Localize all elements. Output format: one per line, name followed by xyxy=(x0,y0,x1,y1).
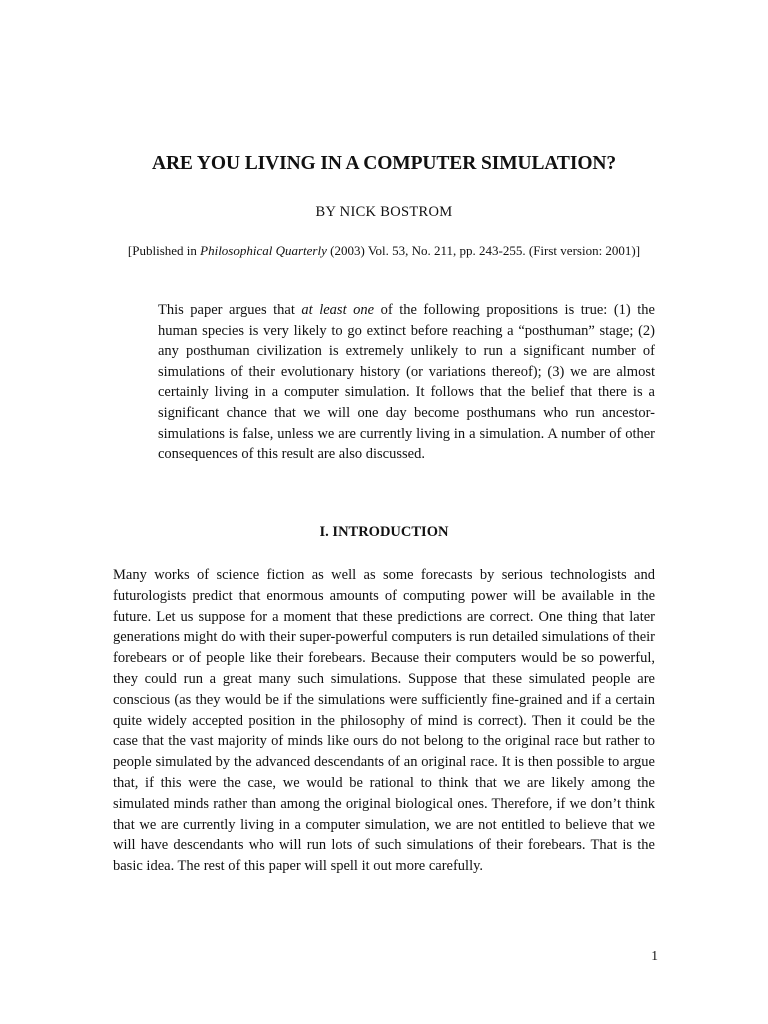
section-heading-introduction: I. INTRODUCTION xyxy=(319,524,449,540)
publication-prefix: [Published in xyxy=(127,243,201,258)
introduction-paragraph: Many works of science fiction as well as some forecasts by serious technologists and futurologists predict that enormous amounts of computing power will be available in the future. Let us suppose for a moment that these predictions are correct. One thing that later generations might do with their super-powerful computers is run detailed simulations of their forebears or of people like their forebears. Because their computers would be so powerful, they could run a great many such simulations. Suppose that these simulated people are conscious (as they would be if the simulations were sufficiently fine-grained and if a certain quite widely accepted position in the philosophy of mind is correct). Then it could be the case that the vast majority of minds like ours do not belong to the original race but rather to people simulated by the advanced descendants of an original race. It is then possible to argue that, if this were the case, we would be rational to think that we are likely among the simulated minds rather than among the original biological ones. Therefore, if we don’t think that we are currently living in a computer simulation, we are not entitled to believe that we will have descendants who will run lots of such simulations of their forebears. That is the basic idea. The rest of this paper will spell it out more carefully. xyxy=(113,567,655,875)
abstract-text-end: of the following propositions is true: (1) the human species is very likely to go extinct before reaching a “posthuman” stage; (2) any posthuman civilization is extremely unlikely to run a significant number of simulations of their evolutionary history (or variations thereof); (3) we are almost certainly living in a computer simulation. It follows that the belief that there is a significant chance that we will one day become posthumans who run ancestor-simulations is false, unless we are currently living in a simulation. A number of other consequences of this result are also discussed. xyxy=(158,302,655,463)
abstract-emphasis: at least one xyxy=(301,302,375,318)
author-byline: BY NICK BOSTROM xyxy=(315,204,453,220)
abstract xyxy=(158,300,655,465)
publication-suffix: (2003) Vol. 53, No. 211, pp. 243-255. (First version: 2001)] xyxy=(326,243,641,258)
page-number: 1 xyxy=(651,948,658,963)
publication-note xyxy=(0,243,768,259)
paper-title: ARE YOU LIVING IN A COMPUTER SIMULATION? xyxy=(151,153,617,174)
journal-name: Philosophical Quarterly xyxy=(200,243,327,258)
abstract-text-start: This paper argues that xyxy=(158,302,302,318)
